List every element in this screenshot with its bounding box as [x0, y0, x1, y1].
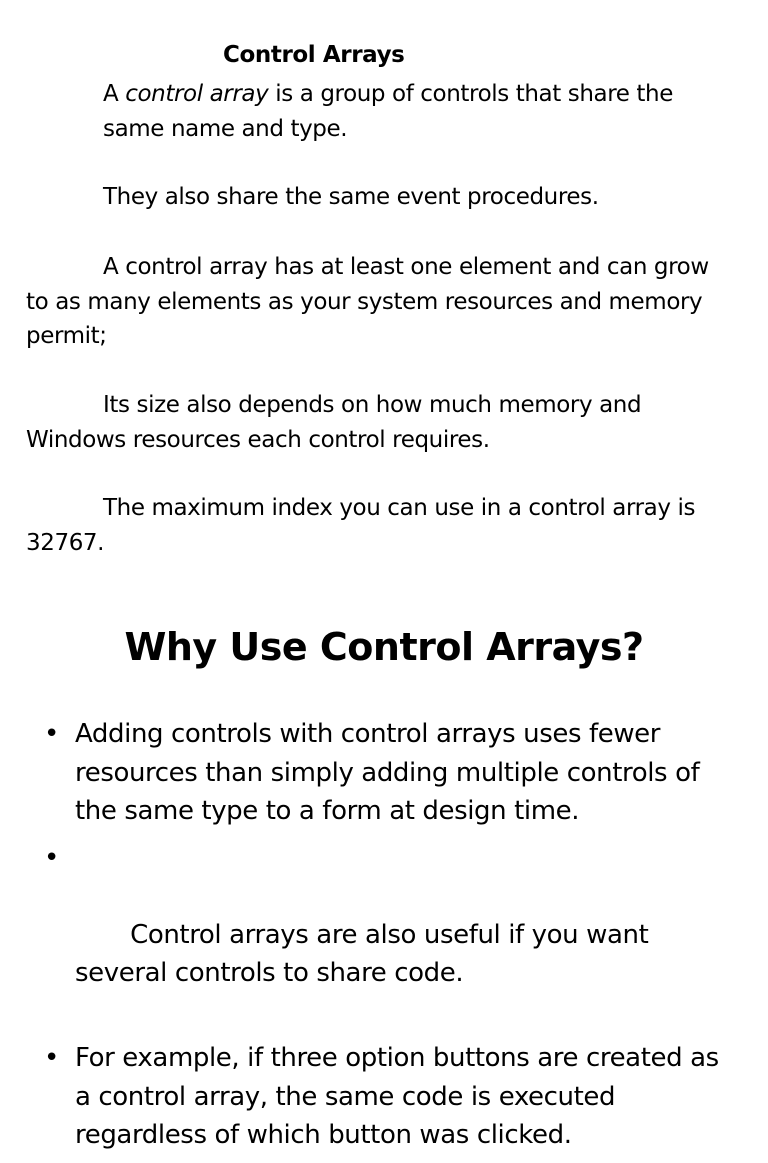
paragraph-text: is a group of controls that share the same name and type.: [103, 81, 673, 142]
paragraph-text: The maximum index you can use in a control array is 32767.: [26, 495, 696, 556]
paragraph-max-index: [26, 491, 726, 560]
bullet-icon: •: [44, 719, 59, 749]
list-item: [0, 715, 768, 831]
bullet-list: [0, 715, 768, 1163]
bullet-icon: •: [44, 842, 59, 873]
paragraph-definition: [103, 77, 723, 146]
list-item-text: Control arrays are also useful if you want several controls to share code.: [75, 919, 657, 988]
paragraph-text: A: [103, 81, 126, 107]
list-item-text: Adding controls with control arrays uses fewer resources than simply adding multiple controls of the same type to a form at design time.: [75, 719, 700, 826]
paragraph-text: Its size also depends on how much memory and Windows resources each control requires.: [26, 392, 642, 453]
slide-title-why-use: Why Use Control Arrays?: [124, 625, 644, 669]
list-item-text: For example, if three option buttons are created as a control array, the same code is executed regardless of which button was clicked.: [75, 1043, 719, 1150]
paragraph-text: A control array has at least one element and can grow to as many elements as your system resources and memory permit;: [26, 254, 709, 349]
bullet-icon: •: [44, 1043, 59, 1073]
list-item: [0, 1039, 768, 1155]
list-item: [0, 839, 768, 1032]
paragraph-growth: [26, 250, 726, 354]
paragraph-event-procedures: They also share the same event procedures.: [103, 184, 599, 210]
emphasized-term: control array: [125, 81, 269, 107]
slide-title: Control Arrays: [223, 42, 405, 68]
paragraph-size: [26, 388, 726, 457]
